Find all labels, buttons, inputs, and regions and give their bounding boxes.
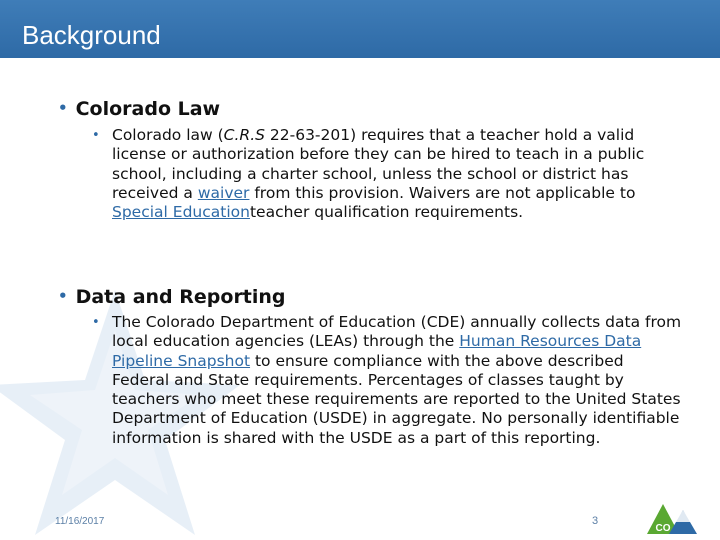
- data-reporting-paragraph: [94, 313, 684, 448]
- colorado-law-text: [94, 126, 684, 222]
- bullet-icon: •: [92, 315, 100, 330]
- text-run: teacher qualification requirements.: [249, 203, 524, 222]
- text-run: to ensure compliance with the above described Federal and State requirements. Percentages of classes taught by teachers who meet these requirements are reported to the United States Department of Education (USDE) in aggregate. No personally identifiable information is shared with the USDE as a part of this reporting.: [112, 351, 681, 447]
- logo-text: CO: [655, 523, 671, 534]
- page-number: 3: [592, 515, 599, 527]
- section-heading: Colorado Law: [75, 98, 221, 120]
- colorado-law-paragraph: [94, 126, 684, 222]
- slide-title: Background: [22, 20, 161, 50]
- hr-data-pipeline-link[interactable]: Human Resources Data Pipeline Snapshot: [112, 332, 642, 370]
- footer-date: 11/16/2017: [55, 516, 105, 527]
- data-reporting-text: [94, 313, 684, 448]
- bullet-colorado-law: [58, 96, 698, 121]
- citation: C.R.S: [223, 126, 265, 144]
- text-run: 22-63-201) requires that a teacher hold a valid license or authorization before they can be hired to teach in a public school, including a charter school, unless the school or district has received a: [112, 126, 645, 202]
- text-run: Colorado law (: [112, 126, 224, 144]
- bullet-icon: •: [58, 99, 68, 117]
- bullet-data-reporting: [58, 284, 698, 309]
- section-heading: Data and Reporting: [75, 286, 286, 308]
- text-run: The Colorado Department of Education (CDE) annually collects data from local education agencies (LEAs) through the: [112, 313, 682, 351]
- bullet-icon: •: [92, 128, 100, 143]
- cde-logo-icon: [645, 500, 697, 536]
- waiver-link[interactable]: waiver: [197, 183, 250, 202]
- special-education-link[interactable]: Special Education: [112, 203, 250, 222]
- text-run: from this provision. Waivers are not applicable to: [249, 183, 636, 202]
- bullet-icon: •: [58, 287, 68, 305]
